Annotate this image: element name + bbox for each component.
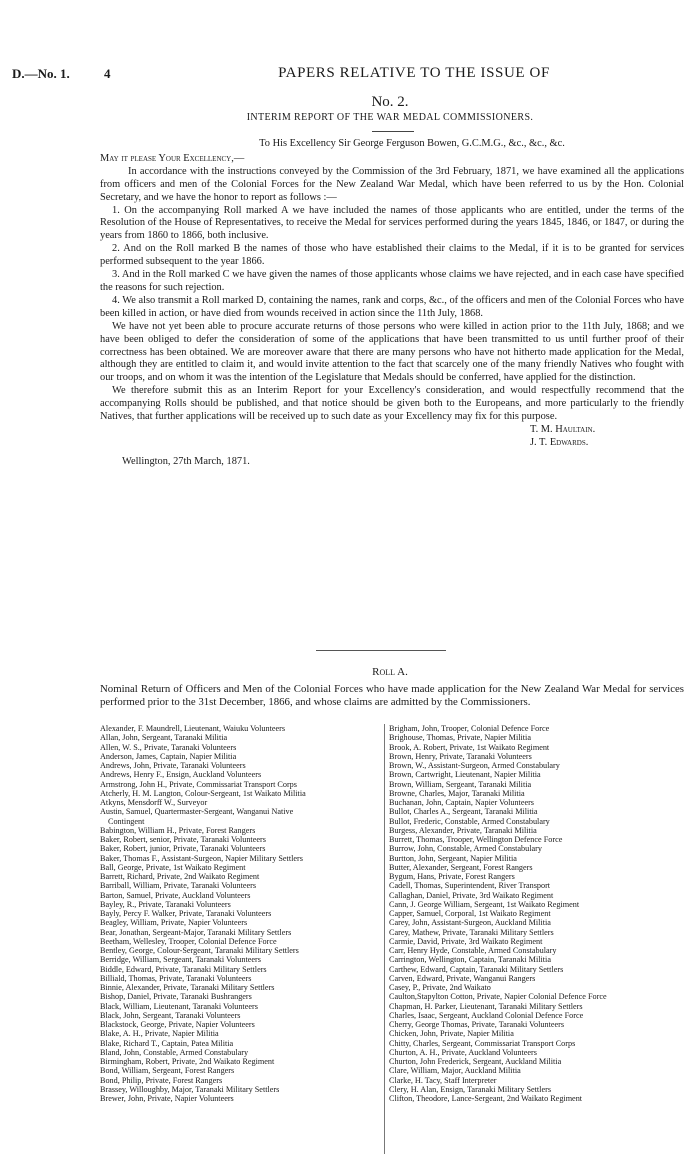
roll-left-column [100,724,378,1103]
roll-entry: Bayley, R., Private, Taranaki Volunteers [100,899,231,909]
roll-entry: Charles, Isaac, Sergeant, Auckland Colonial Defence Force [389,1010,584,1020]
title-divider [372,131,414,132]
page-number: 4 [104,66,111,81]
roll-entry: Blackstock, George, Private, Napier Volunteers [100,1020,255,1029]
roll-entry: Carrington, Wellington, Captain, Taranaki Militia [389,955,551,965]
roll-columns [100,724,686,1154]
roll-entry: Caulton,Stapylton Cotton, Private, Napier Colonial Defence Force [389,992,607,1002]
roll-entry: Bullot, Frederic, Constable, Armed Constabulary [389,816,550,826]
roll-entry: Bentley, George, Colour-Sergeant, Taranaki Military Settlers [100,946,299,955]
report-body [100,138,684,469]
roll-entry: Carmie, David, Private, 3rd Waikato Regiment [389,936,543,946]
roll-entry: Anderson, James, Captain, Napier Militia [100,751,237,761]
roll-entry: Binnie, Alexander, Private, Taranaki Military Settlers [100,983,275,992]
paragraph-3: 3. And in the Roll marked C we have given the names of those applicants whose claims we have rejected, and in each case have specified the reasons for such rejection. [100,269,684,293]
roll-entry: Brighouse, Thomas, Private, Napier Militia [389,733,531,743]
roll-entry: Capper, Samuel, Corporal, 1st Waikato Regiment [389,909,551,918]
roll-entry: Beagley, William, Private, Napier Volunteers [100,918,248,928]
roll-entry: Carthew, Edward, Captain, Taranaki Military Settlers [389,964,564,974]
roll-entry: Burtton, John, Sergeant, Napier Militia [389,853,517,863]
roll-entry: Browne, Charles, Major, Taranaki Militia [389,788,525,798]
roll-entry: Barrett, Richard, Private, 2nd Waikato Regiment [100,872,260,881]
roll-entry: Cherry, George Thomas, Private, Taranaki Volunteers [389,1020,565,1029]
roll-entry: Brook, A. Robert, Private, 1st Waikato Regiment [389,742,550,752]
roll-entry: Butter, Alexander, Sergeant, Forest Rangers [389,862,533,872]
roll-entry: Babington, William H., Private, Forest Rangers [100,825,256,835]
roll-entry: Andrews, Henry F., Ensign, Auckland Volunteers [100,770,262,780]
salutation: May it please Your Excellency,— [100,152,245,164]
signature-edwards: J. T. Edwards. [530,436,589,448]
paragraph-intro: In accordance with the instructions conveyed by the Commission of the 3rd February, 1871, we have examined all the applications from officers and men of the Colonial Forces for the New Zealand War Medal, which have been referred to us by the Hon. Colonial Secretary, and we have the honor to report as follows :— [100,165,684,203]
roll-entry: Burrett, Thomas, Trooper, Wellington Defence Force [389,835,563,844]
roll-entry: Blake, A. H., Private, Napier Militia [100,1029,219,1039]
roll-entry: Allen, W. S., Private, Taranaki Volunteers [100,742,237,752]
roll-entry: Bland, John, Constable, Armed Constabulary [100,1047,249,1057]
paragraph-1: 1. On the accompanying Roll marked A we have included the names of those applicants who are entitled, under the terms of the Resolution of the House of Representatives, to receive the Medal for services performed during the years 1845, 1846, or 1847, or during the years from 1860 to 1866, both inclusive. [100,204,684,242]
place-date: Wellington, 27th March, 1871. [122,455,250,467]
roll-entry: Bayly, Percy F. Walker, Private, Taranaki Volunteers [100,909,272,918]
roll-entry: Bond, William, Sergeant, Forest Rangers [100,1066,235,1076]
roll-entry: Churton, John Frederick, Sergeant, Auckland Militia [389,1057,562,1066]
roll-entry: Ball, George, Private, 1st Waikato Regiment [100,862,246,872]
roll-entry: Barton, Samuel, Private, Auckland Volunteers [100,890,251,900]
roll-entry: Blake, Richard T., Captain, Patea Militia [100,1038,234,1048]
roll-entry: Clarke, H. Tacy, Staff Interpreter [389,1075,497,1085]
roll-entry: Black, William, Lieutenant, Taranaki Volunteers [100,1001,258,1011]
roll-entry: Bullot, Charles A., Sergeant, Taranaki Militia [389,807,538,817]
roll-entry: Brown, Henry, Private, Taranaki Volunteers [389,751,532,761]
roll-entry: Contingent [108,816,145,826]
paragraph-4: 4. We also transmit a Roll marked D, containing the names, rank and corps, &c., of the officers and men of the Colonial Forces who have been killed in action, or have died from wounds received in action since the 11th July, 1868. [100,294,684,319]
roll-entry: Cann, J. George William, Sergeant, 1st Waikato Regiment [389,899,580,909]
running-title: PAPERS RELATIVE TO THE ISSUE OF [278,65,550,81]
signature-haultain: T. M. Haultain. [530,423,596,435]
roll-entry: Allan, John, Sergeant, Taranaki Militia [100,733,228,743]
roll-entry: Atkyns, Mensdorff W., Surveyor [100,798,208,807]
roll-entry: Bygum, Hans, Private, Forest Rangers [389,872,515,881]
document-reference: D.—No. 1. [12,66,70,81]
roll-entry: Chitty, Charles, Sergeant, Commissariat Transport Corps [389,1038,576,1048]
roll-entry: Cadell, Thomas, Superintendent, River Transport [389,881,551,891]
paragraph-6: We therefore submit this as an Interim Report for your Excellency's consideration, and would respectfully recommend that the accompanying Rolls should be published, and that notice should be given both to the Europeans, and more particularly to the friendly Natives, that further applications will be received up to such date as your Excellency may fix for this purpose. [100,385,684,423]
roll-entry: Burrow, John, Constable, Armed Constabulary [389,844,542,854]
paragraph-5: We have not yet been able to procure accurate returns of those persons who were killed in action prior to the 11th July, 1868; and we have been obliged to defer the consideration of some of the applications that have been transmitted to us until further proof of their correctness has been obtained. We are moreover aware that there are many persons who have not hitherto made application for the Medal, although they are entitled to claim it, and would invite attention to the fact that scarcely one of the many friendly Natives who fought with our troops, and on whom it was the intention of the Legislature that Medals should be conferred, have applied for the distinction. [100,320,684,384]
roll-entry: Callaghan, Daniel, Private, 3rd Waikato Regiment [389,890,554,900]
roll-entry: Bishop, Daniel, Private, Taranaki Bushrangers [100,992,252,1002]
roll-intro: Nominal Return of Officers and Men of the Colonial Forces who have made application for the New Zealand War Medal for services performed prior to the 31st December, 1866, and whose claims are admitted by the Commissioners. [100,683,684,709]
running-head [12,66,686,86]
roll-entry: Billiald, Thomas, Private, Taranaki Volunteers [100,973,252,983]
roll-entry: Brown, Cartwright, Lieutenant, Napier Militia [389,770,541,780]
address-line: To His Excellency Sir George Ferguson Bowen, G.C.M.G., &c., &c., &c. [259,138,565,149]
roll-title: Roll A. [372,666,408,678]
paragraph-2: 2. And on the Roll marked B the names of those who have established their claims to the Medal, if it is to be granted for services performed subsequent to the year 1866. [100,243,684,268]
roll-entry: Carr, Henry Hyde, Constable, Armed Constabulary [389,946,557,955]
roll-entry: Carven, Edward, Private, Wanganui Rangers [389,973,536,983]
roll-entry: Buchanan, John, Captain, Napier Volunteers [389,798,534,807]
roll-entry: Baker, Robert, senior, Private, Taranaki Volunteers [100,835,266,844]
report-number: No. 2. [371,94,409,110]
roll-entry: Carey, John, Assistant-Surgeon, Auckland Militia [389,918,551,928]
roll-entry: Brassey, Willoughby, Major, Taranaki Military Settlers [100,1084,280,1094]
roll-entry: Andrews, John, Private, Taranaki Volunteers [100,761,246,770]
roll-entry: Chicken, John, Private, Napier Militia [389,1029,514,1039]
roll-entry: Birmingham, Robert, Private, 2nd Waikato Regiment [100,1057,275,1066]
roll-entry: Beetham, Wellesley, Trooper, Colonial Defence Force [100,936,277,946]
roll-entry: Bond, Philip, Private, Forest Rangers [100,1075,223,1085]
roll-entry: Chapman, H. Parker, Lieutenant, Taranaki Military Settlers [389,1001,583,1011]
roll-entry: Brewer, John, Private, Napier Volunteers [100,1094,234,1103]
roll-entry: Atcherly, H. M. Langton, Colour-Sergeant, 1st Waikato Militia [100,788,306,798]
roll-entry: Alexander, F. Maundrell, Lieutenant, Waiuku Volunteers [100,724,286,733]
roll-entry: Clery, H. Alan, Ensign, Taranaki Military Settlers [389,1084,552,1094]
roll-entry: Brigham, John, Trooper, Colonial Defence Force [389,724,550,733]
roll-entry: Bear, Jonathan, Sergeant-Major, Taranaki Military Settlers [100,927,292,937]
roll-entry: Brown, William, Sergeant, Taranaki Militia [389,779,532,789]
roll-entry: Barriball, William, Private, Taranaki Volunteers [100,881,257,891]
roll-entry: Baker, Robert, junior, Private, Taranaki Volunteers [100,844,266,854]
roll-entry: Clifton, Theodore, Lance-Sergeant, 2nd Waikato Regiment [389,1094,583,1103]
roll-entry: Churton, A. H., Private, Auckland Volunteers [389,1047,537,1057]
roll-entry: Brown, W., Assistant-Surgeon, Armed Constabulary [389,761,560,770]
roll-entry: Armstrong, John H., Private, Commissariat Transport Corps [100,779,297,789]
section-divider [316,650,446,651]
roll-right-column [384,724,686,1154]
roll-entry: Casey, P., Private, 2nd Waikato [389,983,491,992]
report-title: INTERIM REPORT OF THE WAR MEDAL COMMISSIONERS. [246,112,534,123]
roll-entry: Austin, Samuel, Quartermaster-Sergeant, Wanganui Native [100,807,294,817]
roll-entry: Baker, Thomas F., Assistant-Surgeon, Napier Military Settlers [100,853,303,863]
roll-entry: Berridge, William, Sergeant, Taranaki Volunteers [100,955,261,965]
roll-entry: Burgess, Alexander, Private, Taranaki Militia [389,825,537,835]
roll-entry: Carey, Mathew, Private, Taranaki Military Settlers [389,927,554,937]
roll-entry: Clare, William, Major, Auckland Militia [389,1066,521,1076]
roll-entry: Biddle, Edward, Private, Taranaki Military Settlers [100,964,267,974]
roll-entry: Black, John, Sergeant, Taranaki Volunteers [100,1010,241,1020]
